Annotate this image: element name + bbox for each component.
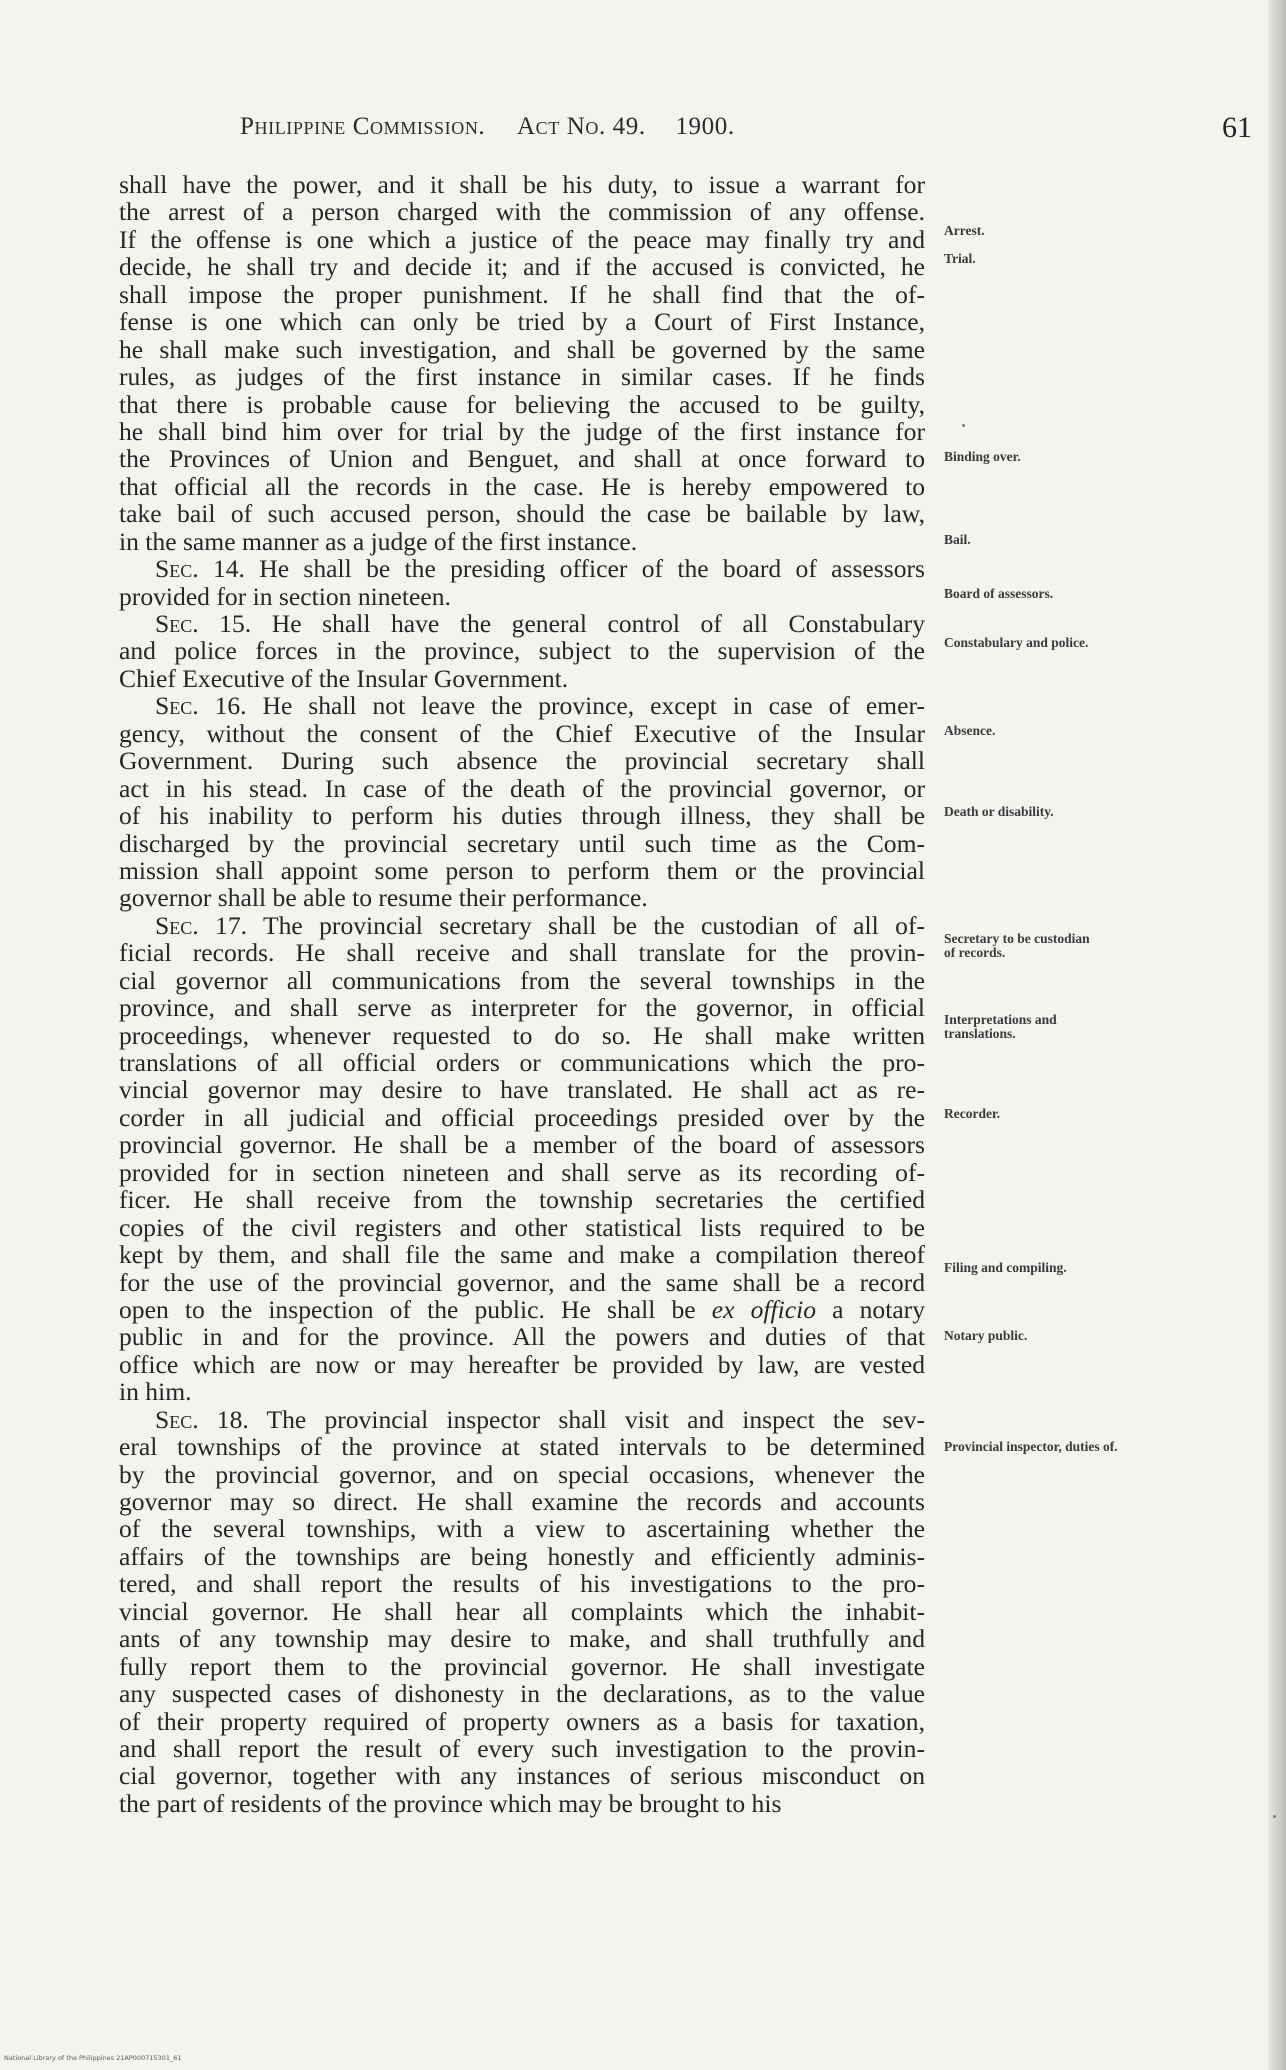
act-number: Act No. 49.: [517, 113, 646, 140]
footer-imprint: National Library of the Philippines 21AP000715301_61: [4, 2054, 182, 2062]
scan-edge-shadow: [1268, 0, 1286, 2070]
text-line: by the provincial governor, and on special occasions, whenever the: [119, 1459, 925, 1489]
margin-note-bail: Bail.: [944, 532, 971, 547]
scan-speck: [962, 424, 965, 427]
text-line: shall impose the proper punishment. If he shall find that the of-: [119, 279, 925, 309]
scan-speck: [1273, 1815, 1276, 1818]
text-line: for the use of the provincial governor, and the same shall be a record: [119, 1267, 925, 1297]
text-line: Sec. 17. The provincial secretary shall be the custodian of all of-: [155, 910, 925, 940]
text-line: any suspected cases of dishonesty in the declarations, as to the value: [119, 1679, 925, 1709]
text-line: of their property required of property owners as a basis for taxation,: [119, 1706, 925, 1736]
margin-note-constabulary: Constabulary and police.: [944, 635, 1089, 650]
text-line: ficer. He shall receive from the township secretaries the certified: [119, 1185, 925, 1215]
text-line: governor may so direct. He shall examine the records and accounts: [119, 1487, 925, 1516]
margin-note-secretary-custodian: Secretary to be custodian of records.: [944, 931, 1090, 960]
text-line: and police forces in the province, subject to the supervision of the: [119, 636, 925, 666]
text-line: provided for in section nineteen.: [119, 581, 451, 611]
text-line: fense is one which can only be tried by a Court of First Instance,: [119, 307, 925, 337]
text-line: governor shall be able to resume their performance.: [119, 883, 648, 913]
text-line: province, and shall serve as interpreter for the governor, in official: [119, 993, 925, 1023]
text-line: eral townships of the province at stated intervals to be determined: [119, 1432, 925, 1462]
text-line: ants of any township may desire to make, and shall truthfully and: [119, 1624, 925, 1654]
header-year: 1900.: [675, 113, 735, 140]
text-line: that official all the records in the case. He is hereby empowered to: [119, 471, 925, 501]
text-line: the part of residents of the province which may be brought to his: [119, 1788, 782, 1818]
text-line: Sec. 14. He shall be the presiding officer of the board of assessors: [155, 554, 925, 584]
text-line: translations of all official orders or communications which the pro-: [119, 1048, 925, 1077]
text-line: mission shall appoint some person to perform them or the provincial: [119, 855, 925, 885]
text-line: of the several townships, with a view to ascertaining whether the: [119, 1514, 925, 1544]
text-line: provided for in section nineteen and shall serve as its recording of-: [119, 1157, 925, 1187]
text-line: act in his stead. In case of the death of the provincial governor, or: [119, 773, 925, 803]
text-line: proceedings, whenever requested to do so. He shall make written: [119, 1020, 925, 1050]
text-line: tered, and shall report the results of his investigations to the pro-: [119, 1569, 925, 1599]
text-line: of his inability to perform his duties through illness, they shall be: [119, 801, 925, 831]
page-number: 61: [1222, 111, 1252, 144]
text-line: kept by them, and shall file the same and make a compilation thereof: [119, 1240, 925, 1270]
margin-note-filing: Filing and compiling.: [944, 1260, 1067, 1275]
text-line: he shall bind him over for trial by the judge of the first instance for: [119, 416, 925, 446]
margin-note-recorder: Recorder.: [944, 1106, 1001, 1121]
running-header: [240, 113, 800, 141]
margin-note-binding-over: Binding over.: [944, 449, 1021, 464]
margin-note-provincial-inspector: Provincial inspector, duties of.: [944, 1439, 1118, 1454]
text-line: office which are now or may hereafter be provided by law, are vested: [119, 1349, 925, 1379]
margin-note-interpretations: Interpretations and translations.: [944, 1012, 1057, 1041]
text-line: provincial governor. He shall be a member of the board of assessors: [119, 1130, 925, 1160]
text-line: If the offense is one which a justice of the peace may finally try and: [119, 224, 925, 254]
text-line: public in and for the province. All the powers and duties of that: [119, 1322, 925, 1352]
text-line: rules, as judges of the first instance in similar cases. If he finds: [119, 362, 925, 392]
margin-note-arrest: Arrest.: [944, 223, 985, 238]
text-line: Sec. 16. He shall not leave the province, except in case of emer-: [155, 691, 925, 721]
running-title: Philippine Commission.: [240, 113, 486, 140]
text-line: copies of the civil registers and other statistical lists required to be: [119, 1212, 925, 1242]
text-line: he shall make such investigation, and shall be governed by the same: [119, 334, 925, 364]
text-line: cial governor, together with any instances of serious misconduct on: [119, 1761, 925, 1791]
text-line: decide, he shall try and decide it; and if the accused is convicted, he: [119, 252, 925, 282]
text-line: and shall report the result of every such investigation to the provin-: [119, 1733, 925, 1763]
text-line: corder in all judicial and official proceedings presided over by the: [119, 1102, 925, 1132]
text-line: discharged by the provincial secretary until such time as the Com-: [119, 828, 925, 858]
text-line: affairs of the townships are being honestly and efficiently adminis-: [119, 1541, 925, 1571]
text-line: in the same manner as a judge of the first instance.: [119, 526, 638, 556]
margin-note-notary-public: Notary public.: [944, 1328, 1028, 1343]
text-line: open to the inspection of the public. He shall be ex officio a notary: [119, 1294, 926, 1324]
text-line: ficial records. He shall receive and shall translate for the provin-: [119, 938, 925, 968]
text-line: Chief Executive of the Insular Government.: [119, 663, 569, 693]
text-line: the arrest of a person charged with the commission of any offense.: [119, 197, 925, 227]
margin-note-death-or-disability: Death or disability.: [944, 804, 1054, 819]
text-line: vincial governor. He shall hear all complaints which the inhabit-: [119, 1596, 925, 1626]
text-line: Government. During such absence the provincial secretary shall: [119, 746, 925, 776]
text-line: that there is probable cause for believing the accused to be guilty,: [119, 389, 925, 419]
text-line: vincial governor may desire to have translated. He shall act as re-: [119, 1075, 925, 1105]
text-line: in him.: [119, 1377, 192, 1407]
body-text: [119, 171, 925, 1817]
text-line: fully report them to the provincial governor. He shall investigate: [119, 1651, 925, 1681]
text-line: Sec. 18. The provincial inspector shall visit and inspect the sev-: [155, 1404, 925, 1434]
margin-note-trial: Trial.: [944, 251, 976, 266]
text-line: take bail of such accused person, should the case be bailable by law,: [119, 499, 925, 529]
text-line: Sec. 15. He shall have the general control of all Constabulary: [155, 609, 925, 638]
text-line: gency, without the consent of the Chief Executive of the Insular: [119, 718, 925, 748]
text-line: cial governor all communications from the several townships in the: [119, 965, 925, 995]
text-line: the Provinces of Union and Benguet, and shall at once forward to: [119, 444, 925, 474]
margin-note-absence: Absence.: [944, 723, 996, 738]
margin-note-board-of-assessors: Board of assessors.: [944, 586, 1054, 601]
text-line: shall have the power, and it shall be his duty, to issue a warrant for: [119, 170, 925, 199]
